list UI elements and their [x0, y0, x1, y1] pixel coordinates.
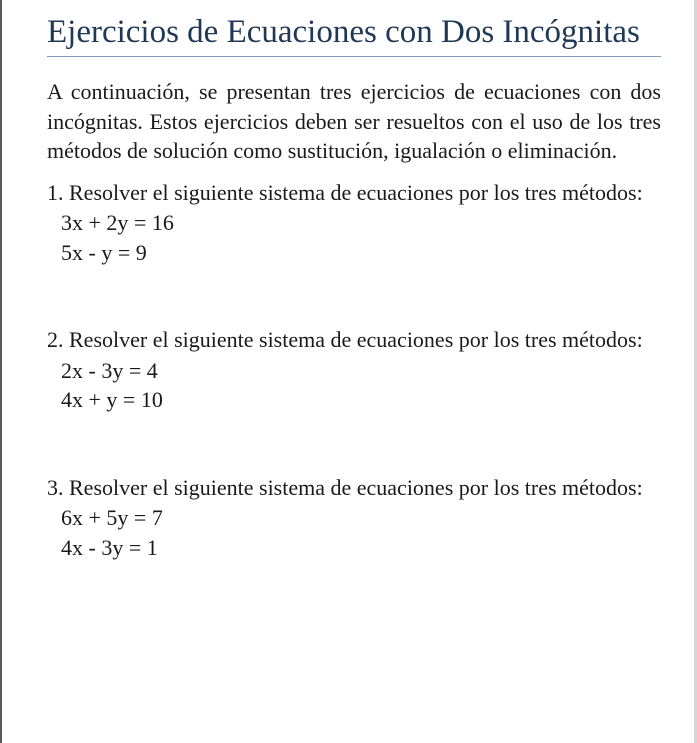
- equation: 5x - y = 9: [61, 239, 147, 265]
- equation: 2x - 3y = 4: [61, 357, 158, 383]
- equation-system: [47, 208, 661, 267]
- exercise-3: [47, 473, 661, 563]
- exercise-prompt: 1. Resolver el siguiente sistema de ecuaciones por los tres métodos:: [47, 179, 643, 205]
- exercise-prompt: 3. Resolver el siguiente sistema de ecuaciones por los tres métodos:: [47, 474, 643, 500]
- equation: 4x - 3y = 1: [61, 534, 158, 560]
- page-edge-left: [0, 0, 2, 743]
- intro-paragraph: A continuación, se presentan tres ejercicios de ecuaciones con dos incógnitas. Estos ejercicios deben ser resueltos con el uso de los tres métodos de solución como sustitución, igualación o eliminación.: [47, 79, 661, 163]
- document-page: [47, 10, 661, 562]
- equation: 3x + 2y = 16: [61, 210, 174, 235]
- document-title: Ejercicios de Ecuaciones con Dos Incógnitas: [47, 14, 640, 50]
- equation-system: [47, 356, 661, 415]
- exercise-1: [47, 178, 661, 268]
- equation: 6x + 5y = 7: [61, 505, 163, 530]
- exercise-2: [47, 325, 661, 415]
- title-underline: [47, 56, 661, 57]
- equation: 4x + y = 10: [61, 387, 163, 412]
- exercise-prompt: 2. Resolver el siguiente sistema de ecuaciones por los tres métodos:: [47, 327, 643, 352]
- equation-system: [47, 503, 661, 562]
